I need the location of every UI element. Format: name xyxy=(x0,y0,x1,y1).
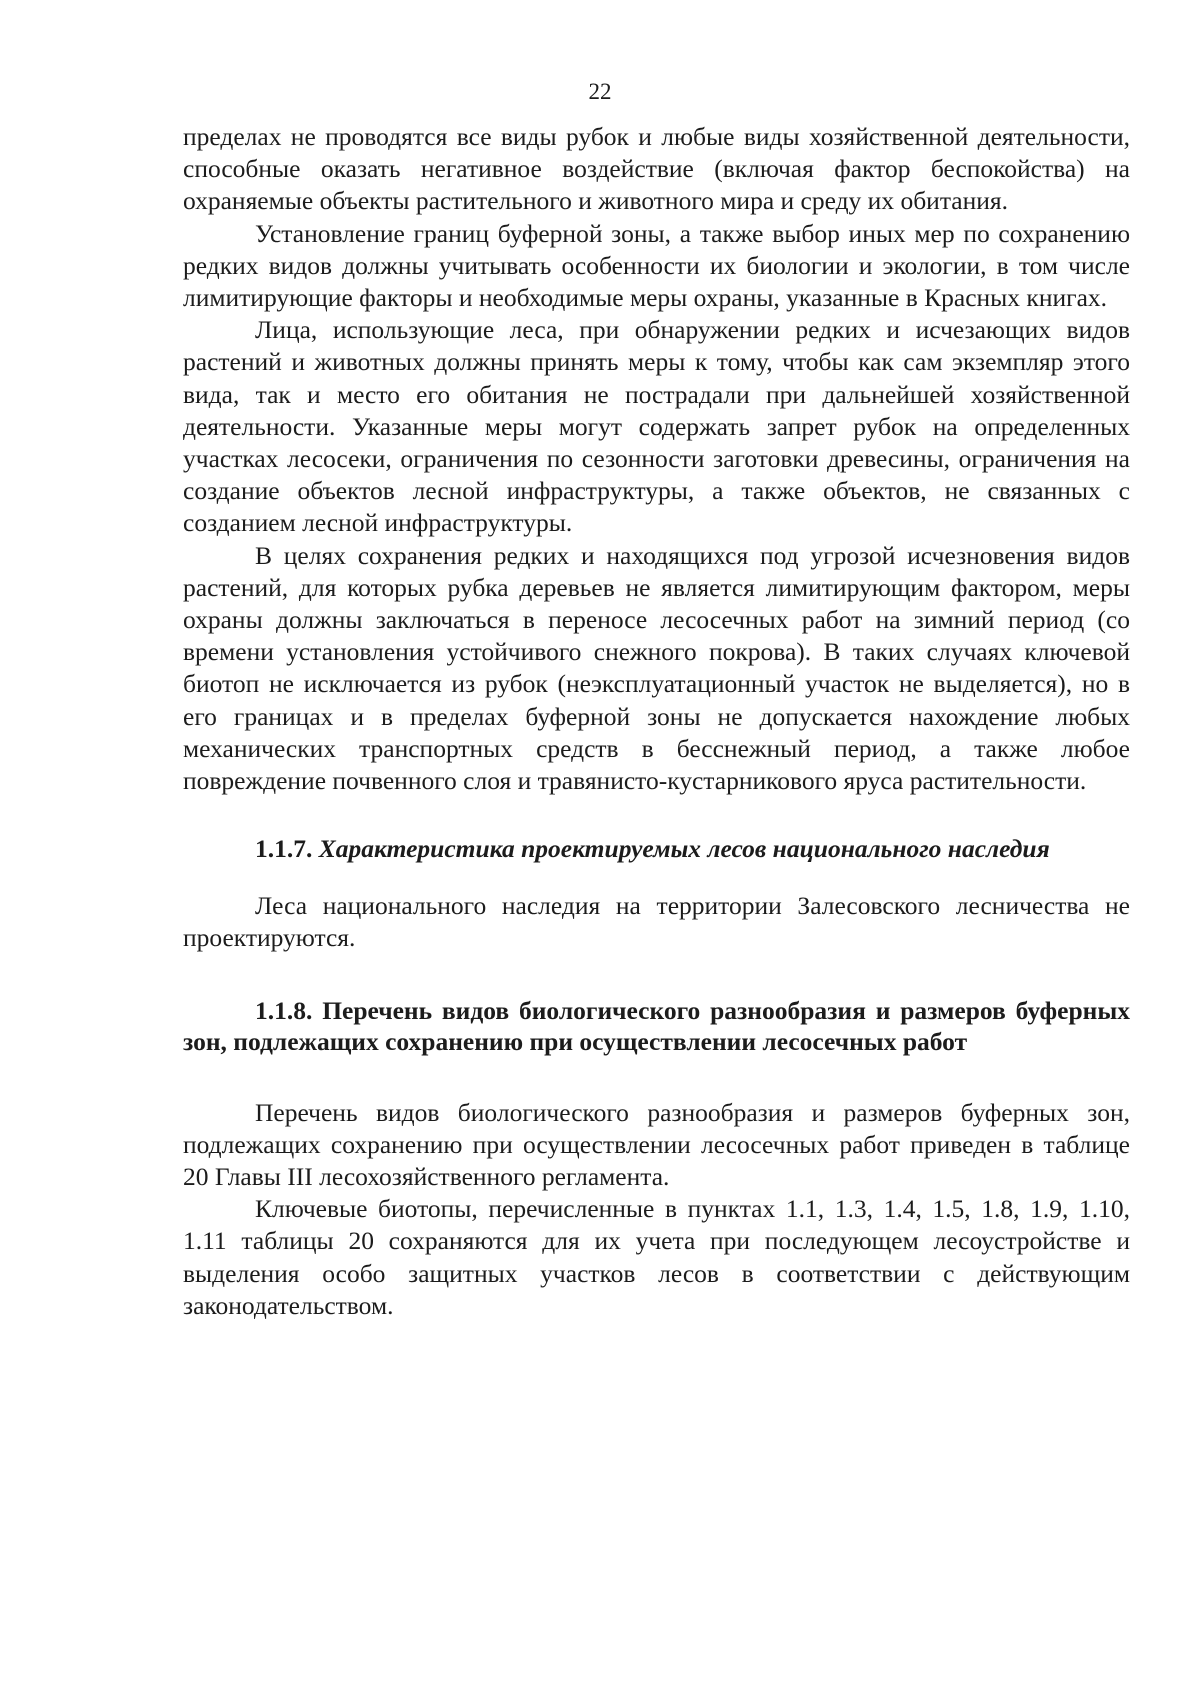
section-title: Характеристика проектируемых лесов национального наследия xyxy=(318,834,1050,864)
section-number: 1.1.8. xyxy=(255,995,313,1025)
section-heading-1-1-7 xyxy=(183,833,1130,864)
paragraph-biodiversity-list: Перечень видов биологического разнообразия и размеров буферных зон, подлежащих сохранению при осуществлении лесосечных работ приведен в таблице 20 Главы III лесохозяйственного регламента. xyxy=(183,1097,1130,1192)
paragraph-rare-species-measures: Лица, использующие леса, при обнаружении редких и исчезающих видов растений и животных должны принять меры к тому, чтобы как сам экземпляр этого вида, так и место его обитания не пострадали при дальнейшей хозяйственной деятельности. Указанные меры могут содержать запрет рубок на определенных участках лесосеки, ограничения по сезонности заготовки древесины, ограничения на создание объектов лесной инфраструктуры, а также объектов, не связанных с созданием лесной инфраструктуры. xyxy=(183,315,1130,538)
page-content xyxy=(183,121,1130,1322)
paragraph-continuation: пределах не проводятся все виды рубок и любые виды хозяйственной деятельности, способные оказать негативное воздействие (включая фактор беспокойства) на охраняемые объекты растительного и животного мира и среду их обитания. xyxy=(183,122,1130,216)
paragraph-winter-works: В целях сохранения редких и находящихся под угрозой исчезновения видов растений, для которых рубка деревьев не является лимитирующим фактором, меры охраны должны заключаться в переносе лесосечных работ на зимний период (со времени установления устойчивого снежного покрова). В таких случаях ключевой биотоп не исключается из рубок (неэксплуатационный участок не выделяется), но в его границах и в пределах буферной зоны не допускается нахождение любых механических транспортных средств в бесснежный период, а также любое повреждение почвенного слоя и травянисто-кустарникового яруса растительности. xyxy=(183,540,1130,796)
page-number: 22 xyxy=(588,79,612,104)
section-title: Перечень видов биологического разнообразия и размеров буферных зон, подлежащих сохранению при осуществлении лесосечных работ xyxy=(183,995,1131,1056)
paragraph-key-biotopes: Ключевые биотопы, перечисленные в пунктах 1.1, 1.3, 1.4, 1.5, 1.8, 1.9, 1.10, 1.11 таблицы 20 сохраняются для их учета при последующем лесоустройстве и выделения особо защитных участков лесов в соответствии с действующим законодательством. xyxy=(183,1194,1130,1320)
section-heading-1-1-8 xyxy=(183,995,1130,1057)
paragraph-buffer-zone: Установление границ буферной зоны, а также выбор иных мер по сохранению редких видов должны учитывать особенности их биологии и экологии, в том числе лимитирующие факторы и необходимые меры охраны, указанные в Красных книгах. xyxy=(183,218,1130,313)
paragraph-national-heritage-forests: Леса национального наследия на территории Залесовского лесничества не проектируются. xyxy=(183,891,1130,953)
section-number: 1.1.7. xyxy=(255,834,313,864)
